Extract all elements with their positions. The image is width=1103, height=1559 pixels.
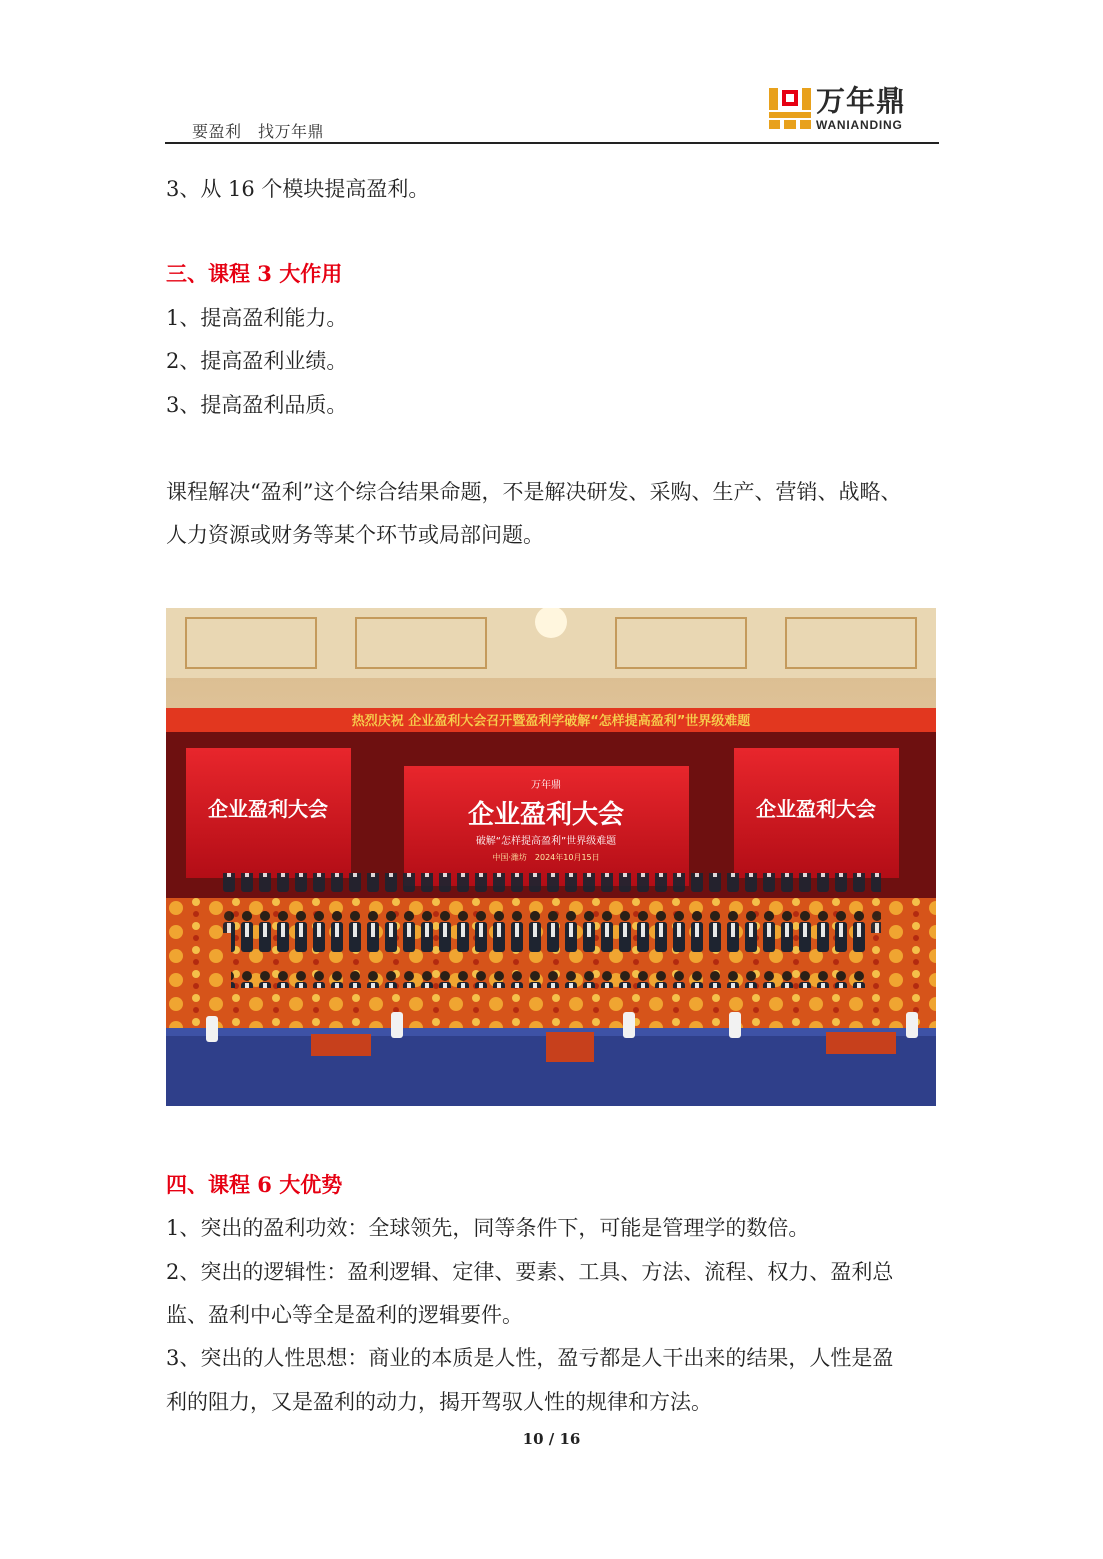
list-item-continuation: 监、盈利中心等全是盈利的逻辑要件。: [166, 1303, 523, 1327]
list-item-continuation: 利的阻力，又是盈利的动力，揭开驾驭人性的规律和方法。: [166, 1390, 712, 1414]
banner-text: 热烈庆祝 企业盈利大会召开暨盈利学破解“怎样提高盈利”世界级难题: [351, 714, 751, 729]
center-screen-subtitle: 破解“怎样提高盈利”世界级难题: [475, 836, 617, 847]
paragraph-line: 课程解决“盈利”这个综合结果命题，不是解决研发、采购、生产、营销、战略、: [166, 480, 902, 504]
header-divider: [165, 142, 939, 144]
center-screen-info: 中国·潍坊 2024年10月15日: [492, 853, 600, 862]
list-item: 2、突出的逻辑性：盈利逻辑、定律、要素、工具、方法、流程、权力、盈利总: [166, 1260, 894, 1284]
center-screen-logo: 万年鼎: [531, 780, 561, 791]
side-screen-title-right: 企业盈利大会: [756, 797, 876, 821]
side-screen-title-left: 企业盈利大会: [208, 797, 328, 821]
logo-english-name: WANIANDING: [816, 118, 903, 132]
header-slogan: 要盈利 找万年鼎: [192, 122, 325, 141]
page-number: 10 / 16: [522, 1430, 581, 1448]
list-item: 1、提高盈利能力。: [166, 306, 348, 330]
text-line-previous-item: 3、从 16 个模块提高盈利。: [166, 177, 430, 201]
list-item: 3、突出的人性思想：商业的本质是人性，盈亏都是人干出来的结果，人性是盈: [166, 1346, 894, 1370]
section-heading-6-advantages: 四、课程 6 大优势: [166, 1172, 343, 1197]
list-item: 2、提高盈利业绩。: [166, 349, 348, 373]
conference-group-photo: [166, 608, 936, 1106]
center-screen-title: 企业盈利大会: [467, 800, 625, 830]
list-item: 1、突出的盈利功效：全球领先，同等条件下，可能是管理学的数倍。: [166, 1216, 810, 1240]
list-item: 3、提高盈利品质。: [166, 393, 348, 417]
section-heading-3-functions: 三、课程 3 大作用: [166, 261, 343, 286]
paragraph-line: 人力资源或财务等某个环节或局部问题。: [166, 523, 544, 547]
logo-mark-icon: [768, 86, 812, 130]
logo-chinese-name: 万年鼎: [816, 84, 907, 118]
brand-logo: [768, 84, 918, 136]
